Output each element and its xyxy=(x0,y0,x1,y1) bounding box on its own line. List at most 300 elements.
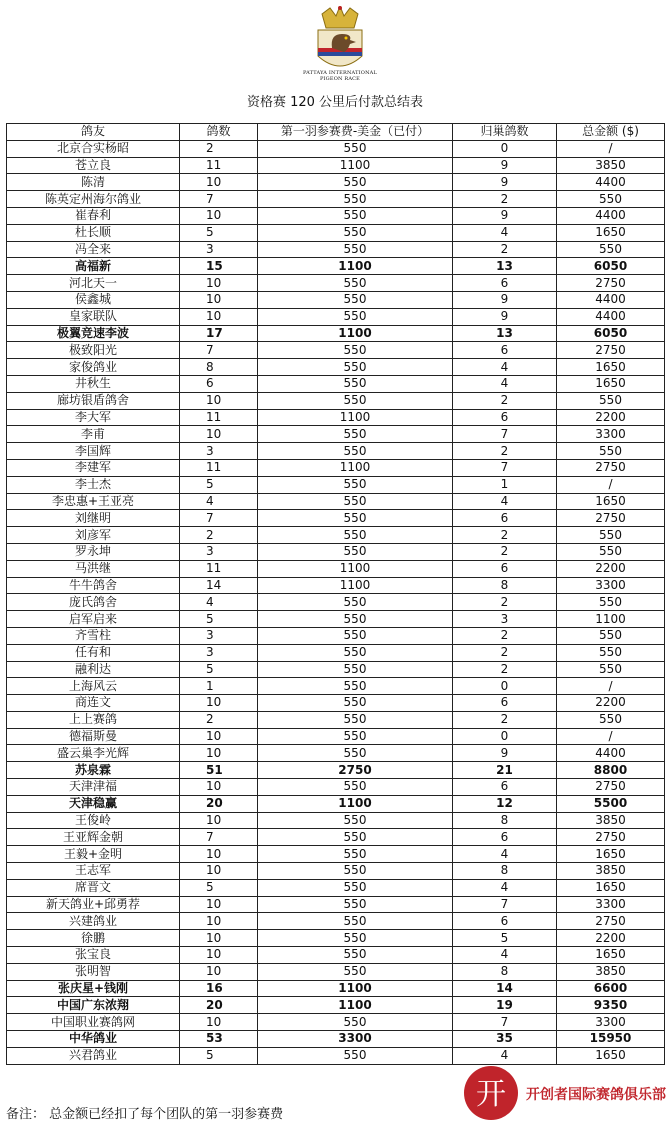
fancier-name-cell: 苏泉霖 xyxy=(7,762,180,779)
fancier-name-cell: 商连文 xyxy=(7,695,180,712)
entry-fee-cell: 550 xyxy=(258,308,453,325)
total-amount-cell: 2750 xyxy=(557,779,665,796)
pigeon-count-cell: 3 xyxy=(180,241,258,258)
table-row xyxy=(7,594,665,611)
table-row xyxy=(7,980,665,997)
table-row xyxy=(7,930,665,947)
returned-count-cell: 6 xyxy=(453,695,557,712)
entry-fee-cell: 550 xyxy=(258,661,453,678)
table-row xyxy=(7,174,665,191)
svg-text:开: 开 xyxy=(476,1077,506,1112)
table-row xyxy=(7,879,665,896)
pigeon-count-cell: 10 xyxy=(180,779,258,796)
total-amount-cell: 550 xyxy=(557,543,665,560)
total-amount-cell: / xyxy=(557,728,665,745)
fancier-name-cell: 天津津福 xyxy=(7,779,180,796)
returned-count-cell: 1 xyxy=(453,476,557,493)
returned-count-cell: 13 xyxy=(453,325,557,342)
fancier-name-cell: 盛云巢李光辉 xyxy=(7,745,180,762)
entry-fee-cell: 550 xyxy=(258,594,453,611)
pigeon-count-cell: 4 xyxy=(180,594,258,611)
pigeon-count-cell: 3 xyxy=(180,443,258,460)
returned-count-cell: 3 xyxy=(453,611,557,628)
returned-count-cell: 2 xyxy=(453,527,557,544)
fancier-name-cell: 王毅+金明 xyxy=(7,846,180,863)
entry-fee-cell: 550 xyxy=(258,493,453,510)
entry-fee-cell: 550 xyxy=(258,711,453,728)
returned-count-cell: 2 xyxy=(453,644,557,661)
pigeon-count-cell: 1 xyxy=(180,678,258,695)
entry-fee-cell: 550 xyxy=(258,913,453,930)
fancier-name-cell: 北京合实杨昭 xyxy=(7,140,180,157)
fancier-name-cell: 上上赛鸽 xyxy=(7,711,180,728)
fancier-name-cell: 李大军 xyxy=(7,409,180,426)
table-row xyxy=(7,1014,665,1031)
table-row xyxy=(7,812,665,829)
returned-count-cell: 2 xyxy=(453,661,557,678)
returned-count-cell: 4 xyxy=(453,846,557,863)
table-row xyxy=(7,258,665,275)
returned-count-cell: 7 xyxy=(453,896,557,913)
total-amount-cell: 4400 xyxy=(557,308,665,325)
returned-count-cell: 2 xyxy=(453,191,557,208)
entry-fee-cell: 2750 xyxy=(258,762,453,779)
fancier-name-cell: 张庆星+钱刚 xyxy=(7,980,180,997)
returned-count-cell: 2 xyxy=(453,627,557,644)
table-row xyxy=(7,207,665,224)
pigeon-count-cell: 4 xyxy=(180,493,258,510)
pigeon-count-cell: 10 xyxy=(180,426,258,443)
entry-fee-cell: 1100 xyxy=(258,157,453,174)
fancier-name-cell: 德福斯曼 xyxy=(7,728,180,745)
fancier-name-cell: 中华鸽业 xyxy=(7,1031,180,1048)
returned-count-cell: 7 xyxy=(453,426,557,443)
table-row xyxy=(7,913,665,930)
returned-count-cell: 0 xyxy=(453,678,557,695)
entry-fee-cell: 1100 xyxy=(258,409,453,426)
total-amount-cell: 3300 xyxy=(557,896,665,913)
pigeon-count-cell: 5 xyxy=(180,476,258,493)
table-row xyxy=(7,241,665,258)
pigeon-count-cell: 20 xyxy=(180,997,258,1014)
total-amount-cell: 2200 xyxy=(557,560,665,577)
entry-fee-cell: 550 xyxy=(258,224,453,241)
entry-fee-cell: 550 xyxy=(258,1047,453,1064)
fancier-name-cell: 张明智 xyxy=(7,963,180,980)
entry-fee-cell: 550 xyxy=(258,930,453,947)
fancier-name-cell: 中国广东浓翔 xyxy=(7,997,180,1014)
fancier-name-cell: 崔春利 xyxy=(7,207,180,224)
table-row xyxy=(7,711,665,728)
pigeon-count-cell: 10 xyxy=(180,812,258,829)
table-row xyxy=(7,459,665,476)
entry-fee-cell: 550 xyxy=(258,191,453,208)
entry-fee-cell: 550 xyxy=(258,207,453,224)
total-amount-cell: 550 xyxy=(557,443,665,460)
total-amount-cell: 1650 xyxy=(557,846,665,863)
table-row xyxy=(7,409,665,426)
total-amount-cell: 2200 xyxy=(557,409,665,426)
total-amount-cell: 550 xyxy=(557,711,665,728)
entry-fee-cell: 550 xyxy=(258,140,453,157)
entry-fee-cell: 550 xyxy=(258,779,453,796)
returned-count-cell: 2 xyxy=(453,711,557,728)
entry-fee-cell: 550 xyxy=(258,879,453,896)
returned-count-cell: 2 xyxy=(453,241,557,258)
table-row xyxy=(7,577,665,594)
entry-fee-cell: 550 xyxy=(258,846,453,863)
pigeon-count-cell: 10 xyxy=(180,291,258,308)
pigeon-count-cell: 51 xyxy=(180,762,258,779)
pigeon-count-cell: 2 xyxy=(180,527,258,544)
table-row xyxy=(7,543,665,560)
pigeon-count-cell: 7 xyxy=(180,342,258,359)
pigeon-count-cell: 10 xyxy=(180,863,258,880)
returned-count-cell: 6 xyxy=(453,779,557,796)
fancier-name-cell: 中国职业赛鸽网 xyxy=(7,1014,180,1031)
table-row xyxy=(7,779,665,796)
returned-count-cell: 7 xyxy=(453,1014,557,1031)
pigeon-count-cell: 5 xyxy=(180,879,258,896)
returned-count-cell: 8 xyxy=(453,812,557,829)
returned-count-cell: 9 xyxy=(453,174,557,191)
table-row xyxy=(7,745,665,762)
fancier-name-cell: 皇家联队 xyxy=(7,308,180,325)
table-row xyxy=(7,291,665,308)
table-row xyxy=(7,275,665,292)
pigeon-count-cell: 15 xyxy=(180,258,258,275)
returned-count-cell: 8 xyxy=(453,963,557,980)
pigeon-count-cell: 2 xyxy=(180,711,258,728)
returned-count-cell: 6 xyxy=(453,275,557,292)
total-amount-cell: / xyxy=(557,140,665,157)
entry-fee-cell: 1100 xyxy=(258,997,453,1014)
total-amount-cell: 2200 xyxy=(557,930,665,947)
table-row xyxy=(7,728,665,745)
entry-fee-cell: 550 xyxy=(258,695,453,712)
fancier-name-cell: 李甫 xyxy=(7,426,180,443)
total-amount-cell: 6050 xyxy=(557,258,665,275)
fancier-name-cell: 苍立良 xyxy=(7,157,180,174)
pigeon-count-cell: 10 xyxy=(180,930,258,947)
total-amount-cell: 2750 xyxy=(557,829,665,846)
table-row xyxy=(7,157,665,174)
fancier-name-cell: 刘继明 xyxy=(7,510,180,527)
total-amount-cell: 550 xyxy=(557,191,665,208)
fancier-name-cell: 席晋文 xyxy=(7,879,180,896)
entry-fee-cell: 550 xyxy=(258,476,453,493)
returned-count-cell: 9 xyxy=(453,207,557,224)
club-seal-icon xyxy=(462,1064,520,1122)
total-amount-cell: / xyxy=(557,678,665,695)
table-row xyxy=(7,375,665,392)
fancier-name-cell: 家俊鸽业 xyxy=(7,359,180,376)
total-amount-cell: 4400 xyxy=(557,207,665,224)
total-amount-cell: 3850 xyxy=(557,812,665,829)
returned-count-cell: 14 xyxy=(453,980,557,997)
returned-count-cell: 9 xyxy=(453,745,557,762)
returned-count-cell: 6 xyxy=(453,342,557,359)
header-first-entry-fee: 第一羽参赛费-美金（已付） xyxy=(258,124,453,141)
pigeon-count-cell: 3 xyxy=(180,627,258,644)
header-total-amount: 总金额 ($) xyxy=(557,124,665,141)
table-row xyxy=(7,426,665,443)
table-row xyxy=(7,476,665,493)
fancier-name-cell: 井秋生 xyxy=(7,375,180,392)
table-row xyxy=(7,627,665,644)
total-amount-cell: 6600 xyxy=(557,980,665,997)
entry-fee-cell: 550 xyxy=(258,342,453,359)
returned-count-cell: 4 xyxy=(453,493,557,510)
returned-count-cell: 2 xyxy=(453,443,557,460)
total-amount-cell: 550 xyxy=(557,644,665,661)
entry-fee-cell: 550 xyxy=(258,728,453,745)
returned-count-cell: 2 xyxy=(453,392,557,409)
pigeon-count-cell: 10 xyxy=(180,695,258,712)
fancier-name-cell: 极致阳光 xyxy=(7,342,180,359)
header-returned-count: 归巢鸽数 xyxy=(453,124,557,141)
pigeon-count-cell: 16 xyxy=(180,980,258,997)
table-row xyxy=(7,829,665,846)
total-amount-cell: 1650 xyxy=(557,375,665,392)
pigeon-count-cell: 10 xyxy=(180,846,258,863)
entry-fee-cell: 550 xyxy=(258,678,453,695)
total-amount-cell: 3300 xyxy=(557,577,665,594)
total-amount-cell: 550 xyxy=(557,661,665,678)
fancier-name-cell: 兴君鸽业 xyxy=(7,1047,180,1064)
total-amount-cell: 9350 xyxy=(557,997,665,1014)
pigeon-count-cell: 11 xyxy=(180,459,258,476)
table-row xyxy=(7,863,665,880)
returned-count-cell: 9 xyxy=(453,308,557,325)
pigeon-count-cell: 7 xyxy=(180,191,258,208)
returned-count-cell: 6 xyxy=(453,409,557,426)
entry-fee-cell: 550 xyxy=(258,896,453,913)
total-amount-cell: 3850 xyxy=(557,863,665,880)
entry-fee-cell: 1100 xyxy=(258,795,453,812)
pigeon-count-cell: 11 xyxy=(180,157,258,174)
total-amount-cell: 2750 xyxy=(557,342,665,359)
pigeon-count-cell: 53 xyxy=(180,1031,258,1048)
entry-fee-cell: 550 xyxy=(258,745,453,762)
entry-fee-cell: 1100 xyxy=(258,980,453,997)
pigeon-count-cell: 5 xyxy=(180,224,258,241)
returned-count-cell: 6 xyxy=(453,510,557,527)
entry-fee-cell: 550 xyxy=(258,947,453,964)
entry-fee-cell: 550 xyxy=(258,863,453,880)
pigeon-count-cell: 10 xyxy=(180,963,258,980)
table-row xyxy=(7,325,665,342)
total-amount-cell: 1650 xyxy=(557,493,665,510)
pigeon-count-cell: 11 xyxy=(180,409,258,426)
returned-count-cell: 0 xyxy=(453,140,557,157)
fancier-name-cell: 王亚辉金朝 xyxy=(7,829,180,846)
returned-count-cell: 12 xyxy=(453,795,557,812)
table-row xyxy=(7,947,665,964)
table-row xyxy=(7,308,665,325)
pigeon-count-cell: 10 xyxy=(180,207,258,224)
total-amount-cell: 550 xyxy=(557,392,665,409)
table-row xyxy=(7,224,665,241)
returned-count-cell: 4 xyxy=(453,1047,557,1064)
fancier-name-cell: 新天鸽业+邱勇荐 xyxy=(7,896,180,913)
table-row xyxy=(7,392,665,409)
entry-fee-cell: 550 xyxy=(258,627,453,644)
pigeon-count-cell: 7 xyxy=(180,510,258,527)
returned-count-cell: 6 xyxy=(453,913,557,930)
entry-fee-cell: 550 xyxy=(258,359,453,376)
pigeon-count-cell: 10 xyxy=(180,392,258,409)
entry-fee-cell: 1100 xyxy=(258,258,453,275)
fancier-name-cell: 侯鑫城 xyxy=(7,291,180,308)
pigeon-count-cell: 10 xyxy=(180,1014,258,1031)
returned-count-cell: 4 xyxy=(453,224,557,241)
pigeon-count-cell: 5 xyxy=(180,1047,258,1064)
logo-line-2: PIGEON RACE xyxy=(319,76,361,82)
returned-count-cell: 19 xyxy=(453,997,557,1014)
entry-fee-cell: 550 xyxy=(258,275,453,292)
pigeon-count-cell: 7 xyxy=(180,829,258,846)
table-row xyxy=(7,1031,665,1048)
table-row xyxy=(7,963,665,980)
fancier-name-cell: 庞氏鸽舍 xyxy=(7,594,180,611)
table-row xyxy=(7,661,665,678)
logo-caption xyxy=(292,70,388,82)
total-amount-cell: 550 xyxy=(557,241,665,258)
total-amount-cell: 4400 xyxy=(557,745,665,762)
entry-fee-cell: 550 xyxy=(258,1014,453,1031)
returned-count-cell: 4 xyxy=(453,359,557,376)
table-row xyxy=(7,359,665,376)
pigeon-count-cell: 8 xyxy=(180,359,258,376)
pigeon-count-cell: 5 xyxy=(180,661,258,678)
total-amount-cell: 550 xyxy=(557,527,665,544)
fancier-name-cell: 融利达 xyxy=(7,661,180,678)
table-row xyxy=(7,560,665,577)
entry-fee-cell: 550 xyxy=(258,510,453,527)
fancier-name-cell: 任有和 xyxy=(7,644,180,661)
entry-fee-cell: 550 xyxy=(258,644,453,661)
table-row xyxy=(7,1047,665,1064)
total-amount-cell: 1650 xyxy=(557,359,665,376)
pigeon-count-cell: 10 xyxy=(180,947,258,964)
returned-count-cell: 8 xyxy=(453,577,557,594)
total-amount-cell: 3300 xyxy=(557,1014,665,1031)
table-row xyxy=(7,140,665,157)
total-amount-cell: 1650 xyxy=(557,224,665,241)
fancier-name-cell: 杜长顺 xyxy=(7,224,180,241)
fancier-name-cell: 天津稳赢 xyxy=(7,795,180,812)
pigeon-count-cell: 5 xyxy=(180,611,258,628)
summary-table xyxy=(6,123,665,1065)
returned-count-cell: 6 xyxy=(453,560,557,577)
entry-fee-cell: 550 xyxy=(258,812,453,829)
total-amount-cell: 2750 xyxy=(557,913,665,930)
total-amount-cell: 4400 xyxy=(557,174,665,191)
entry-fee-cell: 3300 xyxy=(258,1031,453,1048)
logo-line-1: PATTAYA INTERNATIONAL xyxy=(303,70,377,76)
total-amount-cell: 8800 xyxy=(557,762,665,779)
table-header-row xyxy=(7,124,665,141)
table-row xyxy=(7,611,665,628)
footnote: 备注： 总金额已经扣了每个团队的第一羽参赛费 xyxy=(6,1107,284,1122)
table-row xyxy=(7,191,665,208)
total-amount-cell: 2750 xyxy=(557,459,665,476)
table-row xyxy=(7,527,665,544)
fancier-name-cell: 王俊岭 xyxy=(7,812,180,829)
club-name: 开创者国际赛鸽俱乐部 xyxy=(526,1087,666,1103)
entry-fee-cell: 1100 xyxy=(258,459,453,476)
entry-fee-cell: 550 xyxy=(258,241,453,258)
total-amount-cell: 1100 xyxy=(557,611,665,628)
fancier-name-cell: 李建军 xyxy=(7,459,180,476)
total-amount-cell: 1650 xyxy=(557,879,665,896)
pigeon-count-cell: 14 xyxy=(180,577,258,594)
fancier-name-cell: 李国辉 xyxy=(7,443,180,460)
fancier-name-cell: 牛牛鸽舍 xyxy=(7,577,180,594)
returned-count-cell: 0 xyxy=(453,728,557,745)
returned-count-cell: 13 xyxy=(453,258,557,275)
fancier-name-cell: 上海风云 xyxy=(7,678,180,695)
total-amount-cell: / xyxy=(557,476,665,493)
pigeon-count-cell: 11 xyxy=(180,560,258,577)
entry-fee-cell: 550 xyxy=(258,392,453,409)
table-row xyxy=(7,846,665,863)
fancier-name-cell: 陈清 xyxy=(7,174,180,191)
returned-count-cell: 9 xyxy=(453,291,557,308)
fancier-name-cell: 陈英定州海尔鸽业 xyxy=(7,191,180,208)
table-row xyxy=(7,795,665,812)
total-amount-cell: 550 xyxy=(557,594,665,611)
table-row xyxy=(7,997,665,1014)
total-amount-cell: 3850 xyxy=(557,157,665,174)
pigeon-count-cell: 20 xyxy=(180,795,258,812)
pigeon-count-cell: 2 xyxy=(180,140,258,157)
pigeon-count-cell: 10 xyxy=(180,275,258,292)
pigeon-count-cell: 10 xyxy=(180,745,258,762)
pigeon-count-cell: 10 xyxy=(180,896,258,913)
header-pigeon-count: 鸽数 xyxy=(180,124,258,141)
entry-fee-cell: 1100 xyxy=(258,560,453,577)
fancier-name-cell: 廊坊银盾鸽舍 xyxy=(7,392,180,409)
returned-count-cell: 4 xyxy=(453,879,557,896)
pigeon-count-cell: 3 xyxy=(180,644,258,661)
total-amount-cell: 550 xyxy=(557,627,665,644)
table-row xyxy=(7,510,665,527)
pigeon-count-cell: 10 xyxy=(180,728,258,745)
total-amount-cell: 1650 xyxy=(557,947,665,964)
returned-count-cell: 4 xyxy=(453,375,557,392)
returned-count-cell: 7 xyxy=(453,459,557,476)
entry-fee-cell: 550 xyxy=(258,174,453,191)
total-amount-cell: 5500 xyxy=(557,795,665,812)
fancier-name-cell: 高福新 xyxy=(7,258,180,275)
fancier-name-cell: 李士杰 xyxy=(7,476,180,493)
fancier-name-cell: 兴建鸽业 xyxy=(7,913,180,930)
total-amount-cell: 15950 xyxy=(557,1031,665,1048)
pigeon-count-cell: 10 xyxy=(180,308,258,325)
fancier-name-cell: 张宝良 xyxy=(7,947,180,964)
total-amount-cell: 3300 xyxy=(557,426,665,443)
page-title: 资格赛 120 公里后付款总结表 xyxy=(246,95,424,110)
table-row xyxy=(7,342,665,359)
entry-fee-cell: 550 xyxy=(258,375,453,392)
pigeon-count-cell: 6 xyxy=(180,375,258,392)
entry-fee-cell: 550 xyxy=(258,291,453,308)
pigeon-count-cell: 10 xyxy=(180,174,258,191)
fancier-name-cell: 齐雪柱 xyxy=(7,627,180,644)
total-amount-cell: 2750 xyxy=(557,510,665,527)
